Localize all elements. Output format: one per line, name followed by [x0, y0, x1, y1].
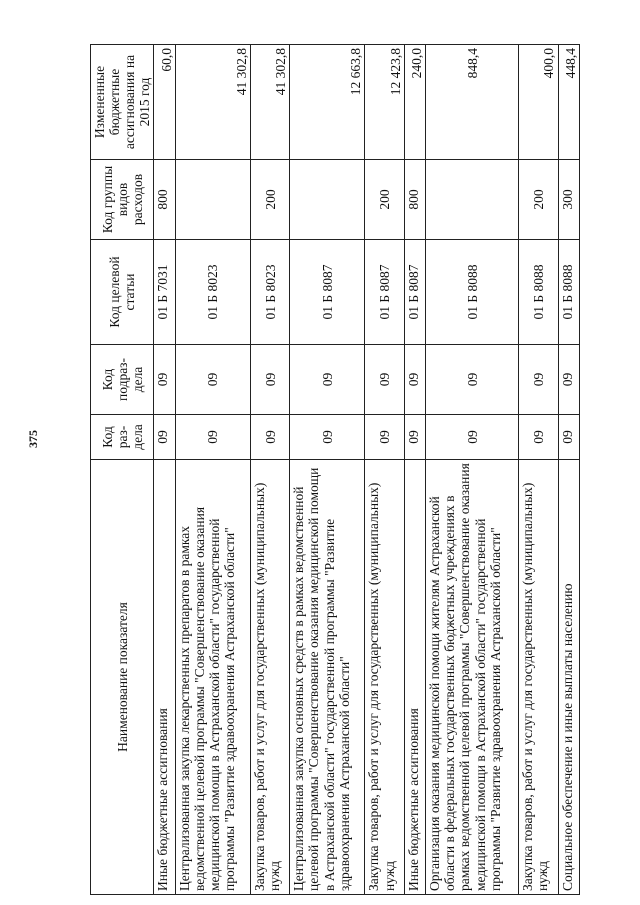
row-section: 09 — [404, 415, 425, 460]
table-row — [250, 45, 289, 895]
row-subsection: 09 — [154, 345, 175, 415]
row-amount: 41 302,8 — [250, 45, 289, 160]
row-amount: 60,0 — [154, 45, 175, 160]
row-article: 01 Б 8088 — [558, 240, 579, 345]
row-section: 09 — [558, 415, 579, 460]
page-number: 375 — [26, 430, 40, 448]
row-subsection: 09 — [250, 345, 289, 415]
table-row — [426, 45, 519, 895]
row-article: 01 Б 8088 — [519, 240, 558, 345]
row-group — [290, 160, 365, 240]
header-target-article: Код целевой статьи — [91, 240, 154, 345]
row-name: Закупка товаров, работ и услуг для государственных (муниципальных) нужд — [250, 460, 289, 895]
row-article: 01 Б 8088 — [426, 240, 519, 345]
row-amount: 848,4 — [426, 45, 519, 160]
row-subsection: 09 — [519, 345, 558, 415]
row-subsection: 09 — [404, 345, 425, 415]
header-amount: Измененные бюджетные ассигнования на 2015 год — [91, 45, 154, 160]
row-amount: 240,0 — [404, 45, 425, 160]
row-article: 01 Б 8023 — [175, 240, 250, 345]
table-row — [290, 45, 365, 895]
row-section: 09 — [290, 415, 365, 460]
table-row — [558, 45, 579, 895]
row-group — [426, 160, 519, 240]
header-expense-group: Код группы видов расходов — [91, 160, 154, 240]
row-section: 09 — [250, 415, 289, 460]
row-subsection: 09 — [426, 345, 519, 415]
row-group: 300 — [558, 160, 579, 240]
row-group: 200 — [365, 160, 404, 240]
row-section: 09 — [175, 415, 250, 460]
row-amount: 448,4 — [558, 45, 579, 160]
row-article: 01 Б 8087 — [290, 240, 365, 345]
row-group — [175, 160, 250, 240]
header-name: Наименование показателя — [91, 460, 154, 895]
row-amount: 400,0 — [519, 45, 558, 160]
row-article: 01 Б 8087 — [404, 240, 425, 345]
row-amount: 12 423,8 — [365, 45, 404, 160]
row-amount: 12 663,8 — [290, 45, 365, 160]
row-group: 200 — [250, 160, 289, 240]
table-row — [365, 45, 404, 895]
row-section: 09 — [365, 415, 404, 460]
row-article: 01 Б 8023 — [250, 240, 289, 345]
row-section: 09 — [154, 415, 175, 460]
row-subsection: 09 — [558, 345, 579, 415]
row-amount: 41 302,8 — [175, 45, 250, 160]
row-name: Социальное обеспечение и иные выплаты населению — [558, 460, 579, 895]
row-name: Централизованная закупка основных средств в рамках ведомственной целевой программы "Совершенствование оказания медицинской помощи в Астраханской области" государственной программы "Развитие здравоохранения Астраханской области" — [290, 460, 365, 895]
table-header-row — [91, 45, 154, 895]
row-name: Закупка товаров, работ и услуг для государственных (муниципальных) нужд — [365, 460, 404, 895]
budget-table — [90, 44, 580, 895]
row-group: 800 — [404, 160, 425, 240]
table-row — [519, 45, 558, 895]
row-group: 200 — [519, 160, 558, 240]
header-section: Код раз-дела — [91, 415, 154, 460]
table-row — [154, 45, 175, 895]
row-name: Иные бюджетные ассигнования — [154, 460, 175, 895]
header-subsection: Код подраз-дела — [91, 345, 154, 415]
row-subsection: 09 — [175, 345, 250, 415]
table-row — [404, 45, 425, 895]
row-subsection: 09 — [365, 345, 404, 415]
row-name: Закупка товаров, работ и услуг для государственных (муниципальных) нужд — [519, 460, 558, 895]
row-name: Иные бюджетные ассигнования — [404, 460, 425, 895]
table-row — [175, 45, 250, 895]
row-subsection: 09 — [290, 345, 365, 415]
row-article: 01 Б 8087 — [365, 240, 404, 345]
row-name: Организация оказания медицинской помощи жителям Астраханской области в федеральных государственных бюджетных учреждениях в рамках ведомственной целевой программы "Совершенствование оказания медицинской помощи в Астраханской области" государственной программы "Развитие здравоохранения Астраханской области" — [426, 460, 519, 895]
budget-table-container — [90, 45, 580, 895]
row-section: 09 — [519, 415, 558, 460]
row-name: Централизованная закупка лекарственных препаратов в рамках ведомственной целевой программы "Совершенствование оказания медицинской помощи в Астраханской области" государственной программы "Развитие здравоохранения Астраханской области" — [175, 460, 250, 895]
row-article: 01 Б 7031 — [154, 240, 175, 345]
row-section: 09 — [426, 415, 519, 460]
row-group: 800 — [154, 160, 175, 240]
